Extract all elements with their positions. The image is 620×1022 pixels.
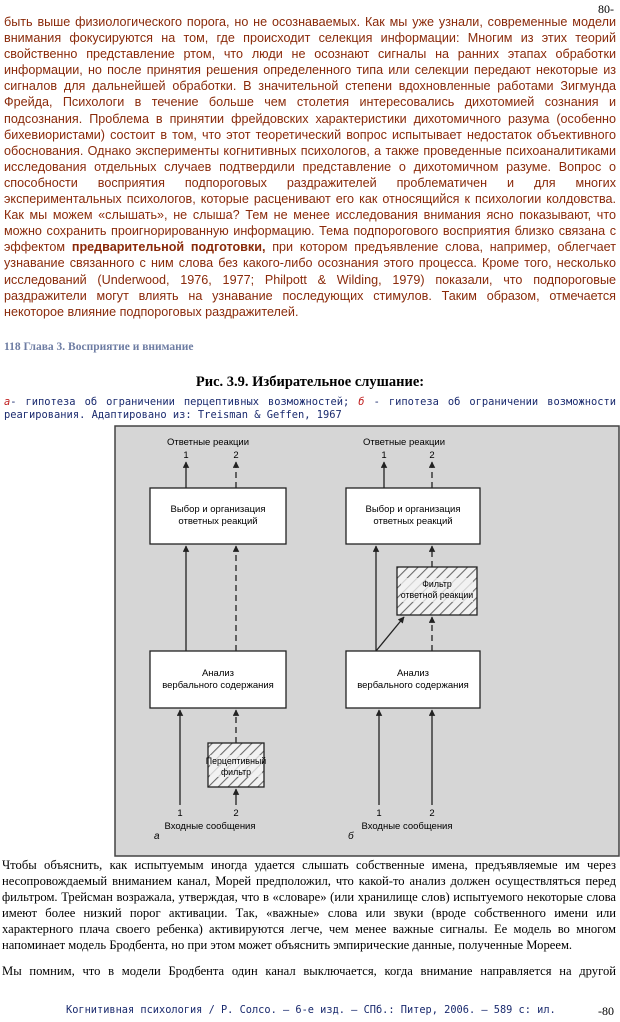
right-bottom-num-2: 2 [429, 808, 435, 819]
left-bottom-num-1: 1 [177, 808, 183, 819]
left-panel-letter: а [154, 831, 160, 842]
left-top-label: Ответные реакции [166, 437, 250, 448]
chapter-header: 118 Глава 3. Восприятие и внимание [4, 341, 194, 353]
figure-caption [4, 396, 616, 422]
left-top-num-1: 1 [183, 450, 189, 461]
selective-listening-diagram [114, 425, 620, 857]
right-verbal-box-line2: вербального содержания [357, 680, 469, 691]
page-number-top: 80- [598, 2, 614, 16]
right-top-label: Ответные реакции [362, 437, 446, 448]
figure-title: Рис. 3.9. Избирательное слушание: [195, 374, 425, 390]
left-response-box-line2: ответных реакций [178, 516, 258, 527]
right-panel-letter: б [348, 831, 354, 842]
right-response-box-line1: Выбор и организация [365, 504, 461, 515]
right-response-box-line2: ответных реакций [373, 516, 453, 527]
left-bottom-label: Входные сообщения [164, 821, 256, 832]
left-bottom-num-2: 2 [233, 808, 239, 819]
paragraph-text-part-2: при котором предъявление слова, например, облегчает узнавание связанного с ним слова без какого-либо осознания этого процесса. Кроме того, несколько исследований (Underwood, 1976, 1977; Philpott & Wilding, 1979) показали, что подпороговые раздражители могут влиять на узнавание последующих стимулов. Таким образом, отмечается некоторое влияние подпороговых раздражителей. [4, 240, 616, 319]
body-paragraph-3: Мы помним, что в модели Бродбента один канал выключается, когда внимание направляется на другой [2, 964, 616, 978]
caption-letter-a: а [4, 396, 11, 408]
perceptual-filter-line2: фильтр [220, 767, 252, 777]
caption-text-a: - гипотеза об ограничении перцептивных возможностей; [10, 396, 359, 408]
left-top-num-2: 2 [233, 450, 239, 461]
right-bottom-num-1: 1 [376, 808, 382, 819]
body-paragraph-1 [4, 14, 616, 320]
response-filter-line1: Фильтр [422, 579, 452, 589]
footer-citation: Когнитивная психология / Р. Солсо. — 6-е изд. — СПб.: Питер, 2006. — 589 с: ил. [66, 1004, 556, 1016]
left-verbal-box-line2: вербального содержания [162, 680, 274, 691]
left-verbal-box-line1: Анализ [201, 668, 235, 679]
body-paragraph-2: Чтобы объяснить, как испытуемым иногда удается слышать собственные имена, предъявляемые им через несопровождаемый вниманием канал, Морей предположил, что какой-то анализ должен осуществляться перед фильтром. Трейсман возражала, утверждая, что в «словаре» (или хранилище слов) испытуемого некоторые слова имеют более низкий порог активации. Так, «важные» слова или звуки (вроде собственного имени или характерного плача своего ребенка) активируются легче, чем менее важные сигналы. Ее модель во многом напоминает модель Бродбента, но при этом может объяснить эмпирические данные, полученные Мореем. [2, 858, 616, 953]
right-top-num-1: 1 [381, 450, 387, 461]
caption-text-b: - гипотеза об ограничении возможности реагирования. Адаптировано из: Treisman & Geffen, 1967 [4, 396, 617, 421]
right-top-num-2: 2 [429, 450, 435, 461]
right-verbal-box-line1: Анализ [396, 668, 430, 679]
page-number-bottom: -80 [598, 1004, 614, 1018]
caption-letter-b: б [358, 396, 365, 408]
perceptual-filter-line1: Перцептивный [205, 756, 267, 766]
right-bottom-label: Входные сообщения [361, 821, 453, 832]
left-response-box-line1: Выбор и организация [170, 504, 266, 515]
bold-term: предварительной подготовки, [71, 240, 266, 255]
response-filter-line2: ответной реакции [400, 590, 474, 600]
paragraph-text-part-1: быть выше физиологического порога, но не осознаваемых. Как мы уже узнали, современные модели внимания фокусируются на том, где происходит селекция информации: Многим из этих теорий свойственно представление ртом, что люди не осознают сигналы на ранних этапах обработки информации, но после принятия решения определенного типа или селекции передают некоторые из сигналов для дальнейшей обработки. В значительной степени вдохновленные работами Зигмунда Фрейда, Психологи в течение больше чем столетия интересовались дихотомией сознания и подсознания. Проблема в принятии фрейдовских характеристики дихотомичного разума (особенно бихевиористами) состоит в том, что этот теоретический вопрос испытывает недостаток объективного обоснования. Однако эксперименты когнитивных психологов, а также проведенные психоаналитиками исследования отдельных случаев подтвердили представление о дихотомичном разуме. Вопрос о способности восприятия подпороговых раздражителей проблематичен и для многих экспериментальных психологов, которые расценивают его как относящийся к психологии колдовства. Как мы можем «слышать», не слыша? Тем не менее исследования внимания ясно показывают, что можно сохранить проигнорированную информацию. Тема подпорогового восприятия близко связана с эффектом [4, 15, 616, 255]
